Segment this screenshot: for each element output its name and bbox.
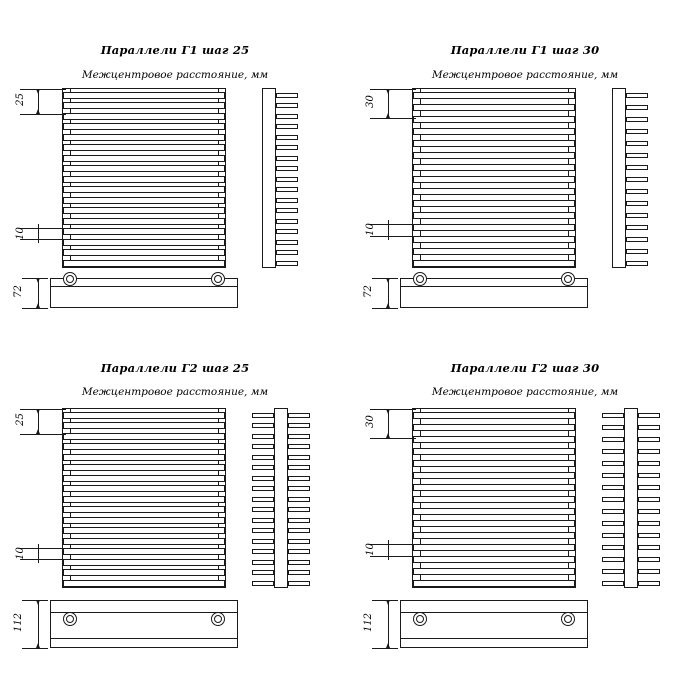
tube <box>63 228 225 235</box>
tube <box>63 506 225 513</box>
tube <box>63 464 225 471</box>
tube <box>413 224 575 231</box>
plan-view-body <box>400 278 588 308</box>
dim-extension-line <box>22 648 48 649</box>
dim-extension-line <box>370 556 416 557</box>
side-stub-right <box>288 455 310 460</box>
side-stub-left <box>602 473 624 478</box>
side-stub-right <box>638 437 660 442</box>
tube <box>63 113 225 120</box>
side-stub-left <box>252 518 274 523</box>
tube <box>413 176 575 183</box>
tube <box>63 260 225 267</box>
dim-arrow <box>386 600 390 605</box>
tube <box>63 548 225 555</box>
side-stub-right <box>288 444 310 449</box>
tube <box>63 580 225 587</box>
side-stub-left <box>252 549 274 554</box>
tube <box>413 412 575 419</box>
dim-line <box>38 600 39 648</box>
tube <box>413 116 575 123</box>
dim-arrow <box>36 409 40 414</box>
dim-line <box>388 540 389 560</box>
tube <box>413 556 575 563</box>
dim-arrow <box>386 303 390 308</box>
side-stub <box>276 114 298 119</box>
tube <box>413 104 575 111</box>
side-stub-right <box>288 423 310 428</box>
panel-g2-step-30 <box>350 350 700 700</box>
dim-extension-line <box>20 548 66 549</box>
side-stub-right <box>288 486 310 491</box>
dim-label-bottom-pitch: 10 <box>364 223 376 236</box>
connector-circle <box>561 272 575 286</box>
panel-title: Параллели Г2 шаг 30 <box>450 361 600 375</box>
side-stub-right <box>638 473 660 478</box>
tube <box>63 123 225 130</box>
tube <box>63 144 225 151</box>
tube <box>413 484 575 491</box>
side-stub-left <box>602 497 624 502</box>
tube <box>63 517 225 524</box>
tube <box>413 92 575 99</box>
tube <box>413 260 575 267</box>
tube <box>413 532 575 539</box>
connector-circle <box>211 272 225 286</box>
side-stub-left <box>252 497 274 502</box>
dim-label-bottom-pitch: 10 <box>364 543 376 556</box>
side-stub-right <box>638 557 660 562</box>
tube <box>413 140 575 147</box>
side-stub <box>276 135 298 140</box>
side-stub-left <box>602 545 624 550</box>
tube <box>63 443 225 450</box>
tube <box>63 218 225 225</box>
tube <box>63 433 225 440</box>
tube <box>63 454 225 461</box>
side-stub <box>626 261 648 266</box>
panel-title: Параллели Г1 шаг 30 <box>450 43 600 57</box>
side-stub <box>626 93 648 98</box>
plan-view-inner-line <box>50 286 238 287</box>
tube <box>63 538 225 545</box>
dim-line <box>388 600 389 648</box>
dim-extension-line <box>370 224 416 225</box>
panel-subtitle: Межцентровое расстояние, мм <box>431 386 619 398</box>
dim-extension-line <box>20 559 66 560</box>
side-stub-right <box>288 570 310 575</box>
tube <box>413 508 575 515</box>
dim-label-top-pitch: 30 <box>364 415 376 428</box>
side-stub <box>626 129 648 134</box>
tube <box>413 568 575 575</box>
side-stub-right <box>638 497 660 502</box>
side-stub-right <box>288 581 310 586</box>
panel-g2-step-25 <box>0 350 350 700</box>
dim-extension-line <box>370 409 416 410</box>
side-stub <box>276 250 298 255</box>
side-stub <box>626 201 648 206</box>
side-stub-left <box>602 449 624 454</box>
side-stub <box>626 249 648 254</box>
tube <box>63 475 225 482</box>
side-stub-left <box>252 507 274 512</box>
tube <box>413 520 575 527</box>
dim-extension-line <box>370 236 416 237</box>
side-stub <box>276 187 298 192</box>
side-stub-left <box>252 455 274 460</box>
dim-line <box>38 224 39 243</box>
tube <box>63 92 225 99</box>
side-view-body <box>624 408 638 588</box>
dim-arrow <box>36 600 40 605</box>
side-stub-right <box>288 465 310 470</box>
side-stub-left <box>602 557 624 562</box>
side-stub-right <box>288 528 310 533</box>
tube <box>413 128 575 135</box>
side-stub-left <box>602 413 624 418</box>
dim-extension-line <box>22 308 48 309</box>
panel-subtitle: Межцентровое расстояние, мм <box>81 69 269 81</box>
connector-circle <box>561 612 575 626</box>
tube <box>63 207 225 214</box>
dim-extension-line <box>370 118 416 119</box>
plan-view-inner-line <box>50 638 238 639</box>
side-stub <box>626 153 648 158</box>
side-stub <box>626 189 648 194</box>
dim-arrow <box>36 643 40 648</box>
tube <box>413 544 575 551</box>
dim-extension-line <box>20 89 66 90</box>
dim-label-bottom-pitch: 10 <box>14 227 26 240</box>
tube <box>413 448 575 455</box>
side-stub <box>626 117 648 122</box>
dim-arrow <box>386 89 390 94</box>
side-stub <box>276 229 298 234</box>
dim-extension-line <box>372 308 398 309</box>
tube <box>63 569 225 576</box>
side-stub <box>626 105 648 110</box>
side-stub-left <box>602 461 624 466</box>
tube <box>63 422 225 429</box>
side-stub-left <box>252 423 274 428</box>
tube <box>63 197 225 204</box>
side-stub <box>276 156 298 161</box>
side-stub-right <box>288 497 310 502</box>
side-stub-right <box>638 521 660 526</box>
tube <box>63 102 225 109</box>
tube <box>413 248 575 255</box>
side-stub-right <box>638 413 660 418</box>
side-stub-left <box>602 509 624 514</box>
side-stub-left <box>252 413 274 418</box>
tube <box>63 412 225 419</box>
panel-g1-step-30 <box>350 0 700 350</box>
connector-circle <box>63 272 77 286</box>
dim-extension-line <box>370 544 416 545</box>
tube <box>413 472 575 479</box>
side-stub-right <box>638 581 660 586</box>
panel-subtitle: Межцентровое расстояние, мм <box>431 69 619 81</box>
panel-subtitle: Межцентровое расстояние, мм <box>81 386 269 398</box>
dim-extension-line <box>20 228 66 229</box>
panel-title: Параллели Г2 шаг 25 <box>100 361 250 375</box>
side-stub-left <box>252 444 274 449</box>
side-stub-right <box>638 449 660 454</box>
panel-g1-step-25 <box>0 0 350 350</box>
tube <box>63 249 225 256</box>
side-stub-right <box>288 413 310 418</box>
tube <box>413 424 575 431</box>
dim-arrow <box>36 303 40 308</box>
side-stub <box>276 177 298 182</box>
dim-label-depth: 112 <box>363 612 375 633</box>
dim-label-depth: 72 <box>12 285 24 298</box>
side-stub-left <box>602 521 624 526</box>
tube <box>63 165 225 172</box>
dim-extension-line <box>370 438 416 439</box>
tube <box>63 527 225 534</box>
connector-circle <box>63 612 77 626</box>
tube <box>413 496 575 503</box>
connector-circle <box>413 612 427 626</box>
tube <box>63 496 225 503</box>
plan-view-inner-line <box>50 612 238 613</box>
tube <box>413 200 575 207</box>
dim-arrow <box>36 109 40 114</box>
side-stub-left <box>252 465 274 470</box>
side-stub <box>276 93 298 98</box>
tube <box>413 212 575 219</box>
plan-view-inner-line <box>400 286 588 287</box>
tube <box>63 176 225 183</box>
dim-arrow <box>36 429 40 434</box>
dim-extension-line <box>20 409 66 410</box>
dim-label-top-pitch: 25 <box>14 93 26 106</box>
dim-arrow <box>36 89 40 94</box>
side-stub <box>276 208 298 213</box>
dim-label-top-pitch: 25 <box>14 413 26 426</box>
dim-arrow <box>386 278 390 283</box>
side-stub-left <box>252 486 274 491</box>
side-stub-right <box>288 549 310 554</box>
side-stub <box>626 177 648 182</box>
dim-arrow <box>36 278 40 283</box>
side-stub-left <box>252 434 274 439</box>
dim-extension-line <box>20 434 66 435</box>
side-stub <box>276 198 298 203</box>
side-stub <box>276 124 298 129</box>
panel-title: Параллели Г1 шаг 25 <box>100 43 250 57</box>
plan-view-inner-line <box>400 638 588 639</box>
side-stub-left <box>252 581 274 586</box>
side-stub-right <box>638 509 660 514</box>
side-stub <box>276 219 298 224</box>
connector-circle <box>413 272 427 286</box>
side-stub <box>276 166 298 171</box>
side-stub-left <box>602 533 624 538</box>
side-stub-right <box>288 539 310 544</box>
side-stub-right <box>638 533 660 538</box>
side-stub-right <box>638 425 660 430</box>
side-stub-left <box>252 539 274 544</box>
tube <box>63 134 225 141</box>
side-stub-right <box>288 507 310 512</box>
tube <box>63 239 225 246</box>
side-stub-left <box>252 528 274 533</box>
side-view-body <box>612 88 626 268</box>
side-stub-right <box>638 485 660 490</box>
dim-label-top-pitch: 30 <box>364 95 376 108</box>
dim-label-bottom-pitch: 10 <box>14 547 26 560</box>
tube <box>63 155 225 162</box>
dim-arrow <box>386 643 390 648</box>
side-stub-right <box>638 545 660 550</box>
side-stub-right <box>638 569 660 574</box>
side-view-body <box>274 408 288 588</box>
side-stub-left <box>602 437 624 442</box>
dim-line <box>388 220 389 240</box>
dim-extension-line <box>372 648 398 649</box>
side-stub <box>626 225 648 230</box>
tube <box>413 188 575 195</box>
tube <box>413 152 575 159</box>
side-stub <box>626 165 648 170</box>
dim-label-depth: 112 <box>13 612 25 633</box>
side-stub-right <box>288 560 310 565</box>
tube <box>413 236 575 243</box>
side-stub-left <box>252 560 274 565</box>
dim-line <box>38 544 39 563</box>
tube <box>63 559 225 566</box>
side-stub-left <box>602 569 624 574</box>
side-stub-right <box>638 461 660 466</box>
dim-label-depth: 72 <box>362 285 374 298</box>
tube <box>413 164 575 171</box>
side-stub-left <box>602 581 624 586</box>
tube <box>63 186 225 193</box>
side-stub-right <box>288 434 310 439</box>
side-stub <box>626 237 648 242</box>
tube <box>413 436 575 443</box>
side-stub <box>276 240 298 245</box>
side-stub-left <box>252 476 274 481</box>
dim-arrow <box>386 113 390 118</box>
plan-view-body <box>50 278 238 308</box>
side-stub <box>276 103 298 108</box>
side-stub <box>276 261 298 266</box>
dim-extension-line <box>20 239 66 240</box>
side-stub-left <box>602 425 624 430</box>
plan-view-inner-line <box>400 612 588 613</box>
plan-view-body <box>400 600 588 648</box>
side-stub <box>626 213 648 218</box>
tube <box>63 485 225 492</box>
plan-view-body <box>50 600 238 648</box>
side-stub <box>276 145 298 150</box>
tube <box>413 460 575 467</box>
side-stub <box>626 141 648 146</box>
side-stub-left <box>602 485 624 490</box>
dim-arrow <box>386 433 390 438</box>
side-stub-left <box>252 570 274 575</box>
side-stub-right <box>288 476 310 481</box>
dim-extension-line <box>370 89 416 90</box>
tube <box>413 580 575 587</box>
connector-circle <box>211 612 225 626</box>
side-view-body <box>262 88 276 268</box>
dim-arrow <box>386 409 390 414</box>
dim-extension-line <box>20 114 66 115</box>
side-stub-right <box>288 518 310 523</box>
